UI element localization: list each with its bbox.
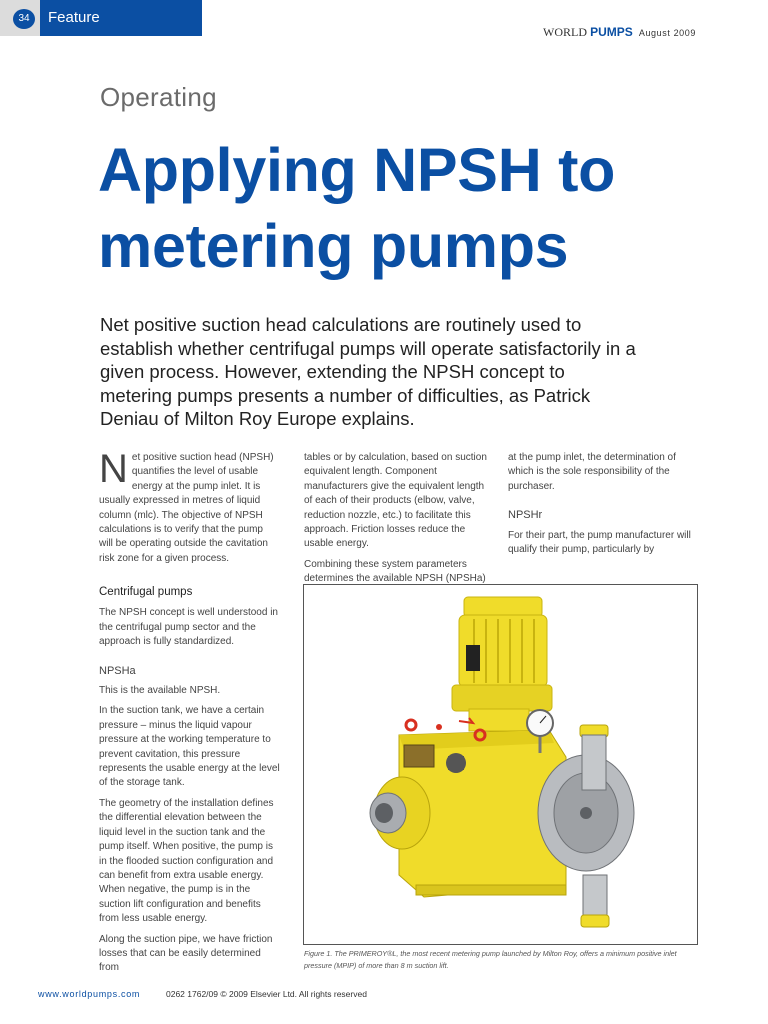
body-column-1 <box>99 585 282 982</box>
paragraph: The NPSH concept is well understood in the centrifugal pump sector and the approach is fully standardized. <box>99 607 278 648</box>
paragraph: In the suction tank, we have a certain pressure – minus the liquid vapour pressure at the working temperature to prevent cavitation, this pressure represents the usable energy at the level of the storage tank. <box>99 705 280 789</box>
article-standfirst: Net positive suction head calculations are routinely used to establish whether centrifugal pumps will operate satisfactorily in a given process. However, extending the NPSH concept to metering pumps presents a number of difficulties, as Patrick Deniau of Milton Roy Europe explains. <box>100 314 636 429</box>
footer-copyright: 0262 1762/09 © 2009 Elsevier Ltd. All rights reserved <box>166 989 367 999</box>
paragraph: The geometry of the installation defines the differential elevation between the liquid level in the suction tank and the pump itself. When positive, the pump is in the flooded suction configuration and can benefit from extra usable energy. When negative, the pump is in the suction lift configuration and benefits from less usable energy. <box>99 797 274 925</box>
article-title: Applying NPSH to metering pumps <box>98 136 616 280</box>
metering-pump-illustration <box>304 585 697 944</box>
article-kicker: Operating <box>100 82 217 112</box>
paragraph: Along the suction pipe, we have friction losses that can be easily determined from <box>99 933 273 974</box>
body-column-3 <box>508 451 693 563</box>
heading-npsha: NPSHa <box>99 664 136 677</box>
body-column-1-intro <box>99 447 279 572</box>
magazine-name-part2: PUMPS <box>590 25 633 39</box>
heading-centrifugal-pumps: Centrifugal pumps <box>99 586 193 598</box>
masthead <box>543 25 696 40</box>
intro-paragraph: et positive suction head (NPSH) quantifies the level of usable energy at the pump inlet. It is usually expressed in metres of liquid column (mlc). The objective of NPSH calculations is to verify that the pump will be operating outside the cavitation risk zone for a given process. <box>99 452 274 564</box>
section-label: Feature <box>48 9 100 26</box>
paragraph: Combining these system parameters determines the available NPSH (NPSHa) <box>304 558 486 585</box>
body-column-2 <box>304 451 490 593</box>
paragraph: at the pump inlet, the determination of which is the sole responsibility of the purchaser. <box>508 452 676 492</box>
issue-date: August 2009 <box>638 28 696 38</box>
magazine-name-part1: WORLD <box>543 25 588 39</box>
figure-frame <box>303 584 698 945</box>
figure-caption: Figure 1. The PRIMEROY®L, the most recent metering pump launched by Milton Roy, offers a minimum positive inlet pressure (MPIP) of more than 8 m suction lift. <box>304 949 677 970</box>
footer-url[interactable]: www.worldpumps.com <box>38 989 141 999</box>
heading-npshr: NPSHr <box>508 509 543 522</box>
paragraph: tables or by calculation, based on suction equivalent length. Component manufacturers give the equivalent length of each of their products (elbow, valve, reduction nozzle, etc.) to facilitate this approach. Friction losses reduce the usable energy. <box>304 452 487 550</box>
page-number: 34 <box>13 9 35 29</box>
paragraph: This is the available NPSH. <box>99 685 221 697</box>
paragraph: For their part, the pump manufacturer will qualify their pump, particularly by <box>508 529 691 556</box>
drop-cap: N <box>99 447 128 491</box>
